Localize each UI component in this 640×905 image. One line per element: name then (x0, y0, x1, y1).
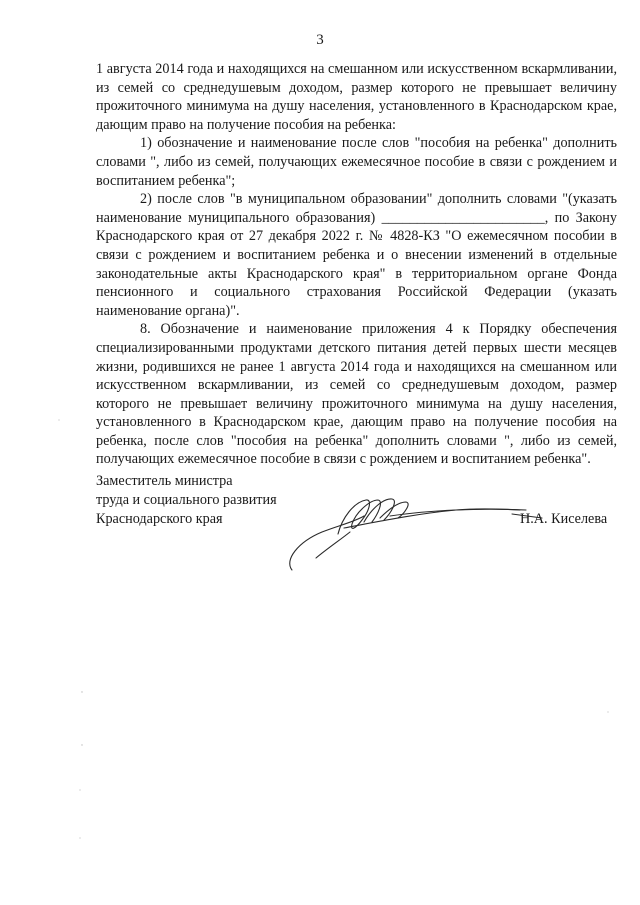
signer-name: Н.А. Киселева (520, 511, 608, 527)
signer-position-line-1: Заместитель министра (96, 473, 233, 489)
paragraph-item-1: 1) обозначение и наименование после слов "пособия на ребенка" дополнить словами ", либо из семей, получающих ежемесячное пособие в связи с рождением и воспитанием ребенка"; (96, 135, 617, 189)
paragraph-item-8: 8. Обозначение и наименование приложения 4 к Порядку обеспечения специализированными продуктами детского питания детей первых шести месяцев жизни, родившихся не ранее 1 августа 2014 года и находящихся на смешанном или искусственном вскармливании, из семей со среднедушевым доходом, размер которого не превышает величину прожиточного минимума на душу населения, установленного в Краснодарском крае, дающим право на получение пособия на ребенка, после слов "пособия на ребенка" дополнить словами ", либо из семей, получающих ежемесячное пособие в связи с рождением и воспитанием ребенка". (96, 321, 617, 468)
handwritten-signature (280, 488, 580, 578)
signer-position-line-3: Краснодарского края (96, 511, 223, 528)
paragraph-continuation: 1 августа 2014 года и находящихся на смешанном или искусственном вскармливании, из семей со среднедушевым доходом, размер которого не превышает величину прожиточного минимума на душу населения, установленного в Краснодарском крае, дающим право на получение пособия на ребенка: (96, 61, 617, 133)
document-body (96, 60, 617, 469)
page-number: 3 (316, 32, 324, 48)
paragraph-item-2: 2) после слов "в муниципальном образовании" дополнить словами "(указать наименование муниципального образования) _______________________, по Закону Краснодарского края от 27 декабря 2022 г. № 4828-КЗ "О ежемесячном пособии в связи с рождением и воспитанием ребенка и о внесении изменений в отдельные законодательные акты Краснодарского края" в территориальном органе Фонда пенсионного и социального страхования Российской Федерации (указать наименование органа)". (96, 191, 617, 319)
signer-position-line-2: труда и социального развития (96, 492, 277, 509)
